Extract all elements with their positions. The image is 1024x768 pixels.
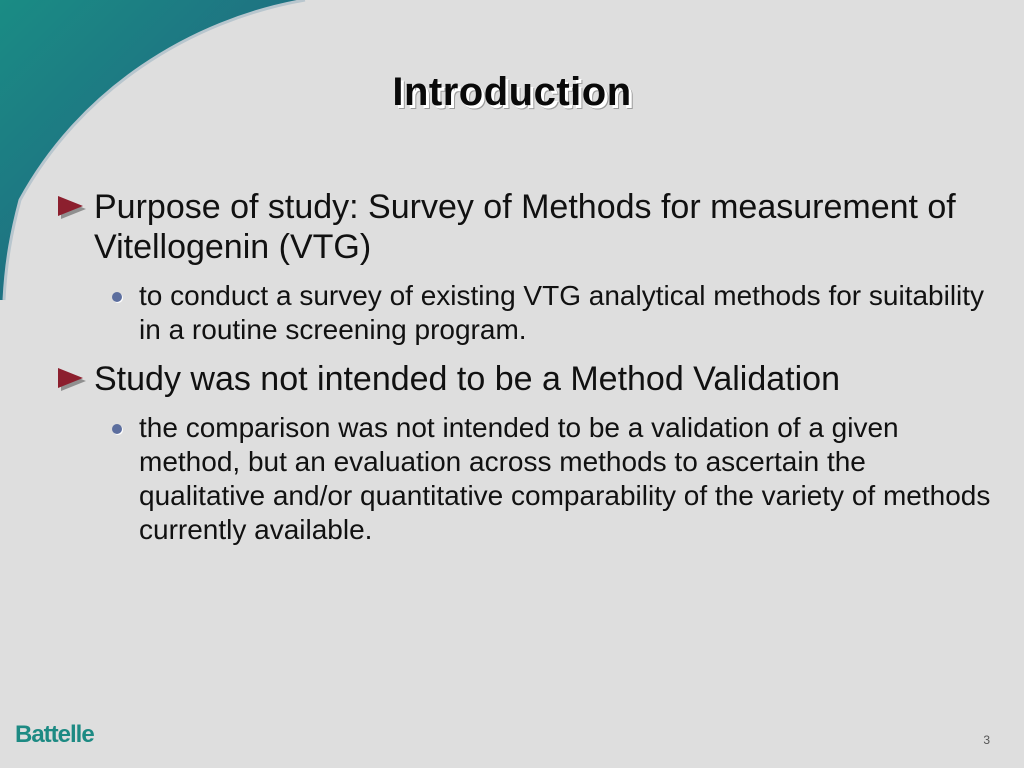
page-number: 3 xyxy=(983,733,990,747)
bullet-level2-survey xyxy=(139,279,996,347)
triangle-right-icon xyxy=(56,365,86,393)
triangle-right-icon xyxy=(56,193,86,221)
dot-icon xyxy=(112,424,122,434)
sub-bullet-text: to conduct a survey of existing VTG analytical methods for suitability in a routine screening program. xyxy=(139,280,985,345)
bullet-level1-not-validation xyxy=(56,359,996,399)
slide-title: Introduction xyxy=(392,70,632,114)
bullet-level1-purpose xyxy=(56,187,996,267)
bullet-level2-comparison xyxy=(139,411,996,547)
battelle-logo: Battelle xyxy=(15,721,94,748)
bullet-text: Purpose of study: Survey of Methods for measurement of Vitellogenin (VTG) xyxy=(94,188,956,266)
dot-icon xyxy=(112,292,122,302)
sub-bullet-text: the comparison was not intended to be a validation of a given method, but an evaluation across methods to ascertain the qualitative and/or quantitative comparability of the variety of methods currently available. xyxy=(139,412,991,545)
slide-body xyxy=(56,187,996,559)
bullet-text: Study was not intended to be a Method Validation xyxy=(94,360,840,398)
